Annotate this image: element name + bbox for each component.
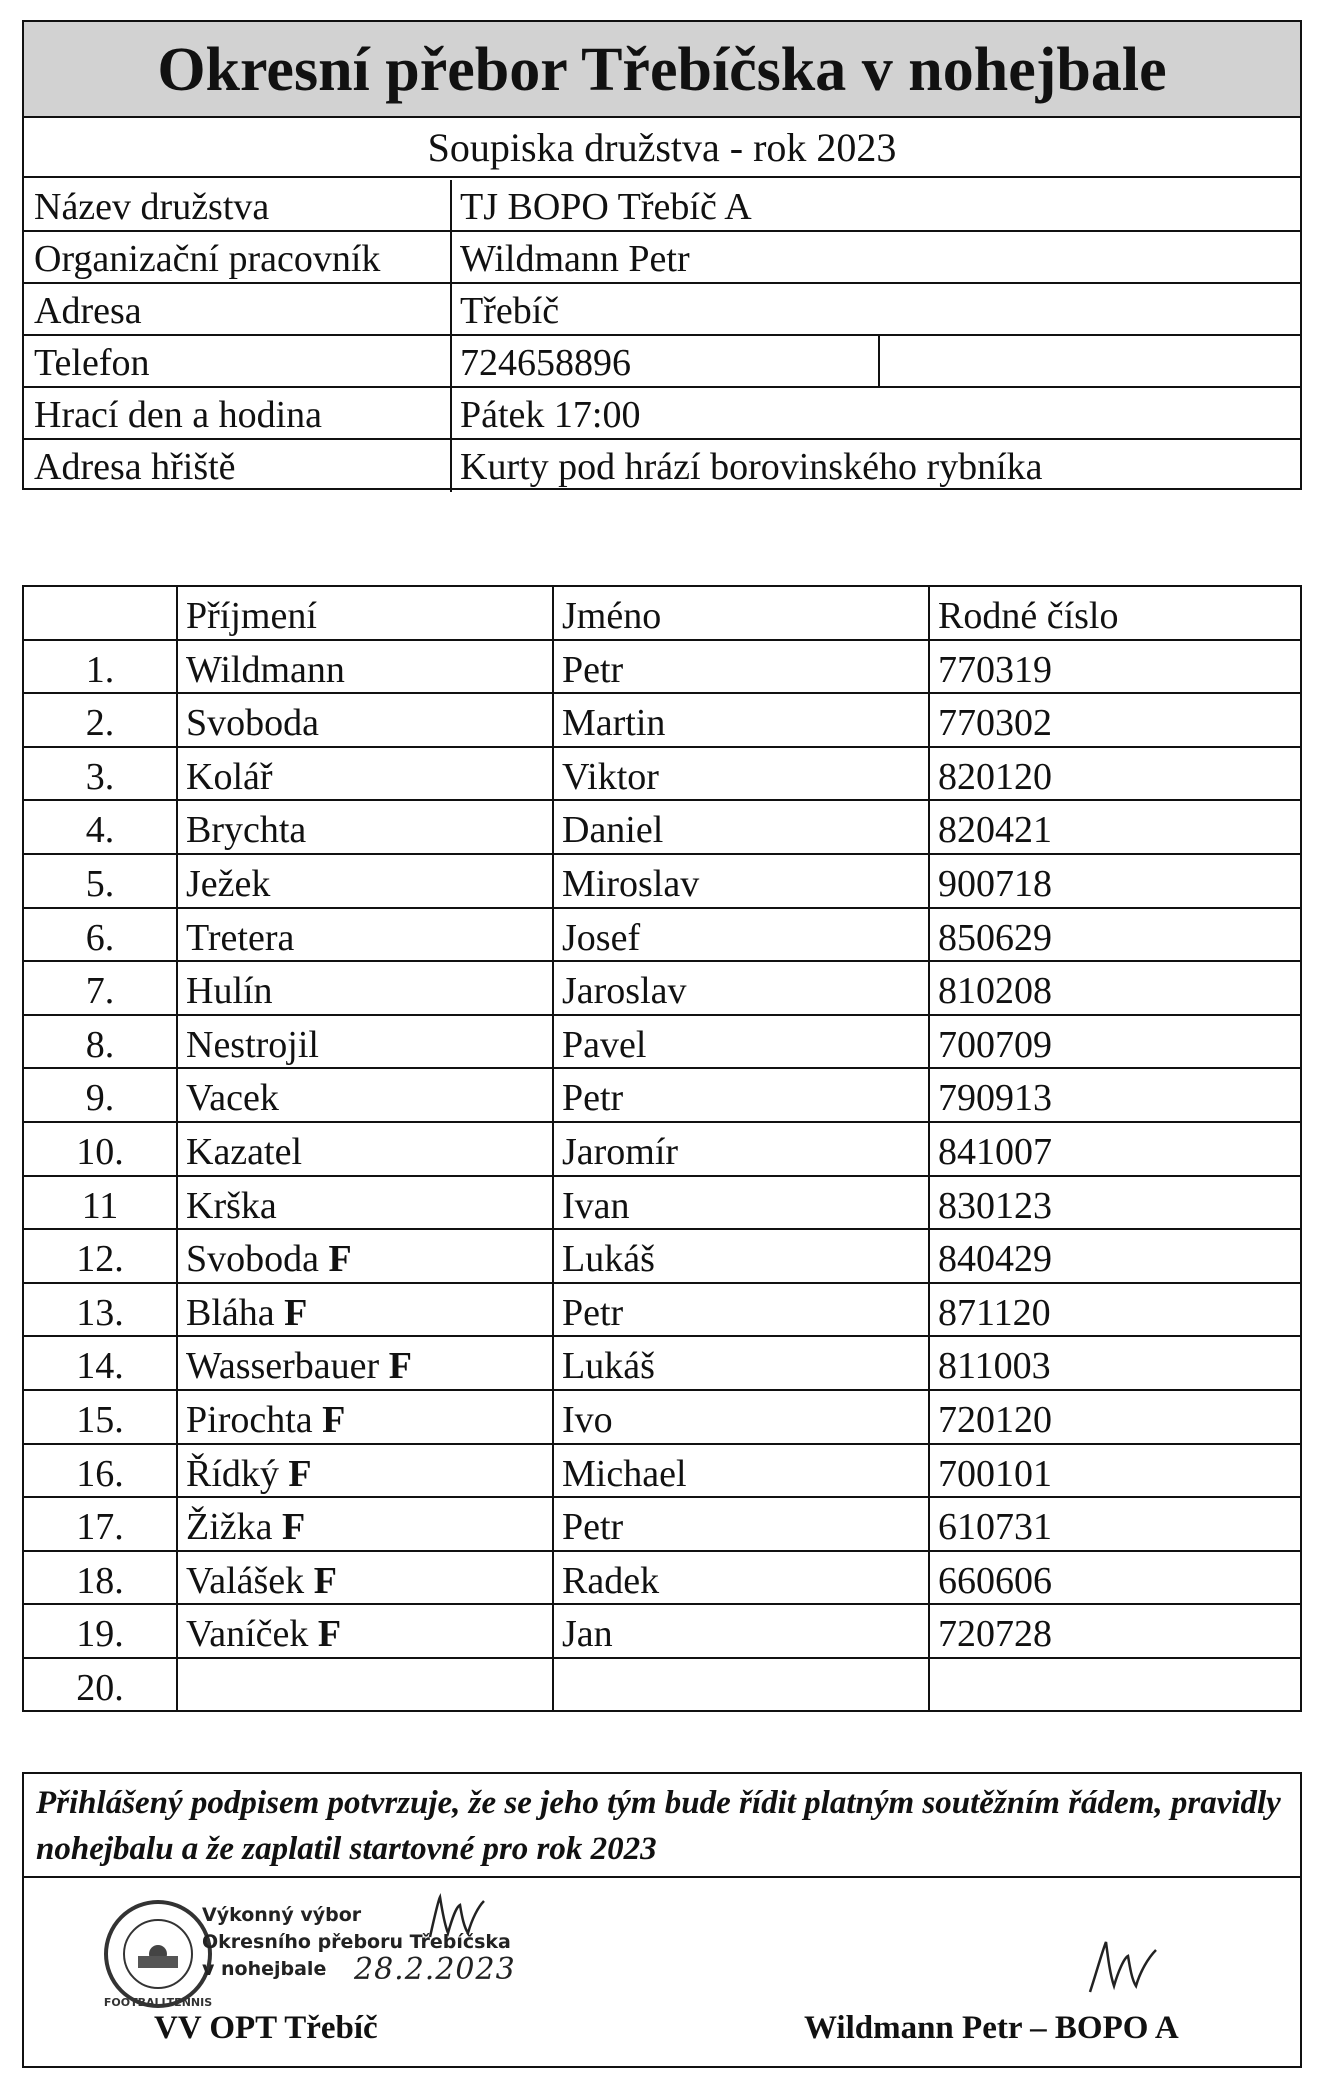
info-row-play-day — [24, 388, 1300, 440]
roster-header-row — [24, 587, 1300, 641]
column-header-name: Jméno — [562, 595, 662, 637]
info-value: Kurty pod hrází borovinského rybníka — [460, 446, 1043, 488]
player-birth-number: 871120 — [938, 1291, 1051, 1334]
player-name: Martin — [562, 702, 666, 745]
phone-extra-divider — [878, 336, 880, 388]
table-row — [24, 694, 1300, 748]
player-name: Ivo — [562, 1399, 613, 1441]
player-surname: Bláha F — [186, 1291, 308, 1334]
player-name: Lukáš — [562, 1238, 655, 1281]
row-number: 11 — [81, 1184, 119, 1227]
info-label: Název družstva — [34, 186, 270, 228]
player-birth-number: 810208 — [938, 970, 1052, 1013]
player-surname: Tretera — [186, 916, 295, 959]
player-birth-number: 820120 — [938, 755, 1052, 798]
player-name: Jan — [562, 1613, 613, 1656]
player-name: Petr — [562, 648, 624, 691]
player-name: Ivan — [562, 1184, 630, 1227]
player-name: Daniel — [562, 809, 664, 852]
player-birth-number: 850629 — [938, 916, 1052, 959]
player-name: Pavel — [562, 1023, 647, 1066]
info-label: Telefon — [34, 342, 150, 384]
info-row-organizer — [24, 232, 1300, 284]
row-number: 10. — [76, 1131, 124, 1173]
team-info-block — [22, 20, 1302, 490]
table-row — [24, 801, 1300, 855]
round-stamp-icon — [98, 1894, 218, 2014]
player-name: Viktor — [562, 755, 659, 798]
declaration-block — [22, 1772, 1302, 2068]
player-birth-number: 770302 — [938, 702, 1052, 745]
table-row — [24, 1605, 1300, 1659]
player-surname: Wasserbauer F — [186, 1345, 412, 1388]
roster-table — [22, 585, 1302, 1712]
table-row — [24, 1391, 1300, 1445]
handwritten-date: 28.2.2023 — [354, 1952, 516, 1987]
foreign-flag: F — [328, 1238, 352, 1281]
foreign-flag: F — [288, 1452, 312, 1495]
row-number: 13. — [76, 1291, 124, 1334]
player-surname: Krška — [186, 1184, 277, 1227]
player-birth-number: 720120 — [938, 1399, 1052, 1441]
player-name: Miroslav — [562, 863, 700, 905]
table-row — [24, 1284, 1300, 1338]
info-value: Pátek 17:00 — [460, 394, 641, 436]
player-surname: Brychta — [186, 809, 307, 852]
foreign-flag: F — [317, 1613, 342, 1656]
row-number: 20. — [76, 1667, 124, 1709]
row-number: 19. — [76, 1613, 124, 1656]
info-row-court-address — [24, 440, 1300, 492]
player-surname: Řídký F — [186, 1452, 312, 1495]
info-row-phone — [24, 336, 1300, 388]
row-number: 18. — [76, 1559, 124, 1602]
foreign-flag: F — [388, 1345, 412, 1388]
player-name: Lukáš — [562, 1345, 655, 1388]
row-number: 6. — [85, 916, 115, 959]
player-birth-number: 660606 — [938, 1559, 1052, 1602]
player-birth-number: 900718 — [938, 863, 1052, 905]
info-label: Hrací den a hodina — [34, 394, 323, 436]
player-name: Josef — [562, 916, 641, 959]
player-birth-number: 610731 — [938, 1506, 1052, 1549]
signature-right-icon — [1084, 1934, 1174, 2004]
player-surname: Svoboda F — [186, 1238, 352, 1281]
player-surname: Hulín — [186, 970, 273, 1013]
player-birth-number: 811003 — [938, 1345, 1051, 1388]
player-surname: Nestrojil — [186, 1023, 319, 1066]
player-surname: Vacek — [186, 1077, 279, 1120]
player-surname: Valášek F — [186, 1559, 337, 1602]
table-row — [24, 748, 1300, 802]
player-name: Petr — [562, 1506, 624, 1549]
player-birth-number: 720728 — [938, 1613, 1052, 1656]
player-surname: Vaníček F — [186, 1613, 342, 1656]
info-rows — [24, 180, 1300, 490]
row-number: 16. — [76, 1452, 124, 1495]
player-birth-number: 770319 — [938, 648, 1052, 691]
row-number: 2. — [85, 702, 115, 745]
table-row — [24, 1498, 1300, 1552]
left-signatory: VV OPT Třebíč — [154, 2010, 378, 2046]
player-birth-number: 700709 — [938, 1023, 1052, 1066]
row-number: 7. — [85, 970, 115, 1013]
table-row — [24, 641, 1300, 695]
table-row — [24, 909, 1300, 963]
player-name: Jaromír — [562, 1131, 679, 1173]
player-birth-number: 841007 — [938, 1131, 1052, 1173]
table-row — [24, 1177, 1300, 1231]
right-signatory: Wildmann Petr – BOPO A — [804, 2010, 1179, 2046]
info-label: Adresa hřiště — [34, 446, 236, 488]
stamp-text: Výkonný výbor Okresního přeboru Třebíčska v nohejbale — [202, 1904, 511, 1980]
table-row — [24, 1552, 1300, 1606]
player-name: Michael — [562, 1452, 687, 1495]
info-value: TJ BOPO Třebíč A — [460, 186, 752, 228]
table-row — [24, 1016, 1300, 1070]
row-number: 4. — [85, 809, 115, 852]
info-label: Adresa — [34, 290, 142, 332]
table-row — [24, 1445, 1300, 1499]
player-name: Jaroslav — [562, 970, 687, 1013]
player-surname: Žižka F — [186, 1506, 306, 1549]
player-surname: Kazatel — [186, 1131, 303, 1173]
row-number: 9. — [85, 1077, 115, 1120]
column-header-surname: Příjmení — [186, 595, 317, 637]
row-number: 15. — [76, 1399, 124, 1441]
player-surname: Pirochta F — [186, 1399, 346, 1441]
info-row-team-name — [24, 180, 1300, 232]
player-name: Petr — [562, 1077, 624, 1120]
declaration-text: Přihlášený podpisem potvrzuje, že se jeho tým bude řídit platným soutěžním řádem, pravidly nohejbalu a že zaplatil startovné pro rok 2023 — [36, 1785, 1281, 1867]
player-surname: Svoboda — [186, 702, 319, 745]
row-number: 5. — [85, 863, 115, 905]
player-surname: Ježek — [186, 863, 271, 905]
player-birth-number: 830123 — [938, 1184, 1052, 1227]
foreign-flag: F — [322, 1399, 346, 1441]
info-value: Třebíč — [460, 290, 560, 332]
info-row-address — [24, 284, 1300, 336]
row-number: 1. — [85, 648, 115, 691]
table-row — [24, 1230, 1300, 1284]
player-birth-number: 790913 — [938, 1077, 1052, 1120]
foreign-flag: F — [284, 1291, 308, 1334]
stamp-ring-text: FOOTBALLTENNIS — [103, 1996, 213, 2009]
table-row — [24, 1069, 1300, 1123]
table-row — [24, 1659, 1300, 1713]
row-number: 3. — [85, 755, 115, 798]
column-header-birth-number: Rodné číslo — [938, 595, 1119, 637]
player-name: Petr — [562, 1291, 624, 1334]
row-number: 8. — [85, 1023, 115, 1066]
table-row — [24, 1123, 1300, 1177]
foreign-flag: F — [282, 1506, 306, 1549]
row-number: 12. — [76, 1238, 124, 1281]
row-number: 14. — [76, 1345, 124, 1388]
document-subtitle: Soupiska družstva - rok 2023 — [24, 118, 1300, 178]
document-title: Okresní přebor Třebíčska v nohejbale — [24, 22, 1300, 118]
player-surname: Wildmann — [186, 648, 345, 691]
signature-left-icon — [424, 1889, 504, 1949]
info-label: Organizační pracovník — [34, 238, 381, 280]
info-value: 724658896 — [460, 342, 631, 384]
player-birth-number: 820421 — [938, 809, 1052, 852]
row-number: 17. — [76, 1506, 124, 1549]
table-row — [24, 1337, 1300, 1391]
foreign-flag: F — [313, 1559, 337, 1602]
table-row — [24, 962, 1300, 1016]
table-row — [24, 855, 1300, 909]
info-value: Wildmann Petr — [460, 238, 690, 280]
player-surname: Kolář — [186, 755, 273, 798]
player-birth-number: 700101 — [938, 1452, 1052, 1495]
player-name: Radek — [562, 1559, 660, 1602]
player-birth-number: 840429 — [938, 1238, 1052, 1281]
